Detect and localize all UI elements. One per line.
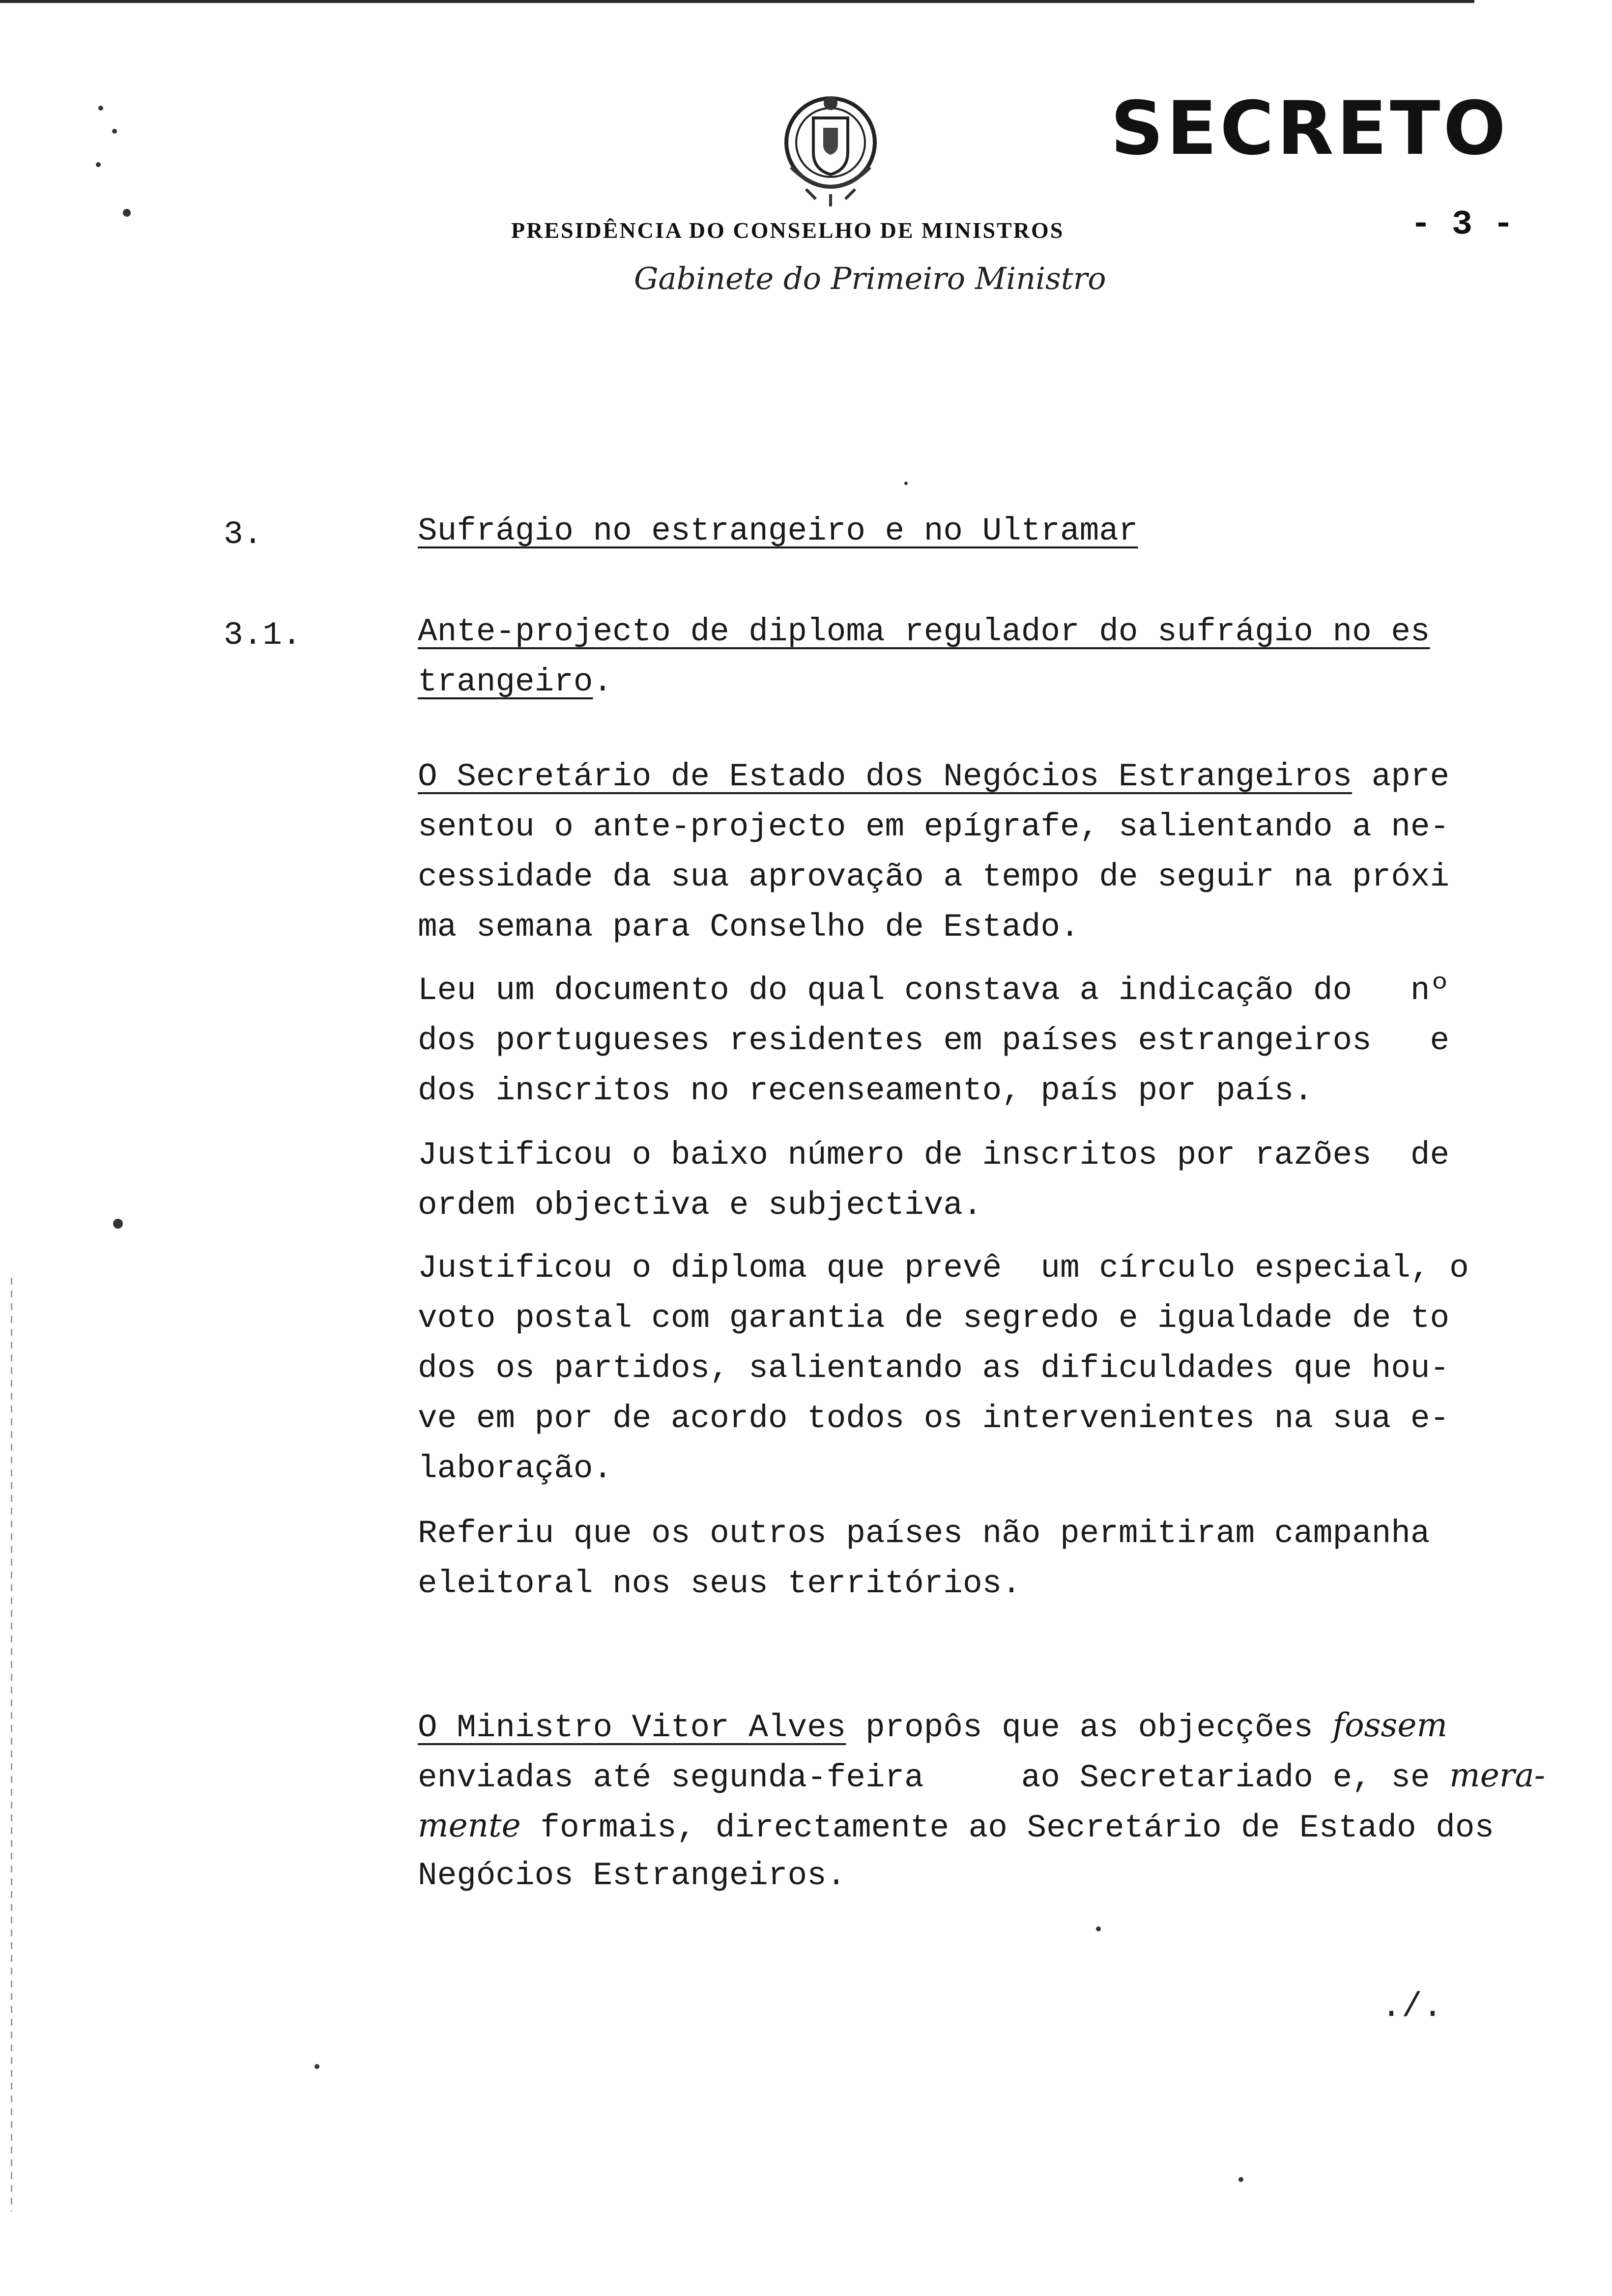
scan-speck — [1238, 2177, 1243, 2182]
p6-handwritten-word-3: mente — [418, 1807, 521, 1844]
letterhead-title: PRESIDÊNCIA DO CONSELHO DE MINISTROS — [511, 218, 1065, 243]
scan-speck — [315, 2064, 319, 2069]
subsection-title-line2-end: . — [593, 663, 613, 700]
scan-speck — [904, 482, 908, 485]
p6-speaker: O Ministro Vitor Alves — [418, 1709, 846, 1746]
p6-line3 — [418, 1801, 1494, 1853]
p5-line2: eleitoral nos seus territórios. — [418, 1565, 1021, 1602]
subsection-title-line2 — [418, 657, 612, 707]
section-title: Sufrágio no estrangeiro e no Ultramar — [418, 513, 1138, 549]
p2-line3: dos inscritos no recenseamento, país por país. — [418, 1072, 1313, 1109]
p1-line1-rest: apre — [1352, 758, 1450, 795]
letterhead-subtitle: Gabinete do Primeiro Ministro — [634, 260, 1106, 296]
p4-line5: laboração. — [418, 1450, 613, 1487]
margin-dashed-line — [11, 1278, 12, 2211]
top-border-line — [0, 0, 1474, 3]
p6-handwritten-word: fossem — [1332, 1706, 1448, 1744]
coat-of-arms-icon — [772, 84, 890, 211]
scan-speck — [113, 1219, 123, 1229]
p6-line2 — [418, 1751, 1545, 1803]
p1-line3: cessidade da sua aprovação a tempo de seguir na próxi — [418, 859, 1450, 895]
p3-line2: ordem objectiva e subjectiva. — [418, 1187, 982, 1224]
scan-speck — [96, 162, 101, 167]
p1-line4: ma semana para Conselho de Estado. — [418, 909, 1080, 946]
scan-speck — [1096, 1926, 1101, 1931]
scan-speck — [98, 106, 103, 111]
p5-line1: Referiu que os outros países não permitiram campanha — [418, 1515, 1430, 1552]
p4-line2: voto postal com garantia de segredo e igualdade de to — [418, 1300, 1450, 1337]
p4-line4: ve em por de acordo todos os intervenientes na sua e- — [418, 1400, 1450, 1437]
p2-line1: Leu um documento do qual constava a indicação do nº — [418, 972, 1450, 1009]
p6-line1-rest: propôs que as objecções — [846, 1709, 1333, 1746]
p4-line1: Justificou o diploma que prevê um círculo especial, o — [418, 1250, 1469, 1287]
p6-line2-insert: , se — [1352, 1759, 1450, 1796]
scan-speck — [123, 209, 131, 217]
p6-line2-text: enviadas até segunda-feira ao Secretariado e — [418, 1759, 1353, 1796]
p1-line1 — [418, 752, 1449, 802]
scan-speck — [112, 129, 117, 134]
classification-stamp: SECRETO — [1110, 86, 1509, 172]
p1-speaker: O Secretário de Estado dos Negócios Estrangeiros — [418, 758, 1353, 795]
p3-line1: Justificou o baixo número de inscritos por razões de — [418, 1137, 1450, 1174]
section-number: 3. — [224, 516, 263, 553]
p6-line4: Negócios Estrangeiros. — [418, 1857, 846, 1894]
page-number: - 3 - — [1410, 205, 1514, 244]
p4-line3: dos os partidos, salientando as dificuldades que hou- — [418, 1350, 1450, 1387]
subsection-number: 3.1. — [224, 617, 302, 654]
continuation-mark: ./. — [1381, 1988, 1443, 2027]
p6-line3-rest: formais, directamente ao Secretário de Estado dos — [520, 1809, 1495, 1846]
p2-line2: dos portugueses residentes em países estrangeiros e — [418, 1022, 1450, 1059]
subsection-title-line2-text: trangeiro — [418, 663, 593, 700]
p6-handwritten-word-2: mera- — [1449, 1756, 1545, 1794]
p6-line1 — [418, 1700, 1447, 1753]
subsection-title-line1: Ante-projecto de diploma regulador do sufrágio no es — [418, 613, 1430, 650]
p1-line2: sentou o ante-projecto em epígrafe, salientando a ne- — [418, 808, 1450, 845]
